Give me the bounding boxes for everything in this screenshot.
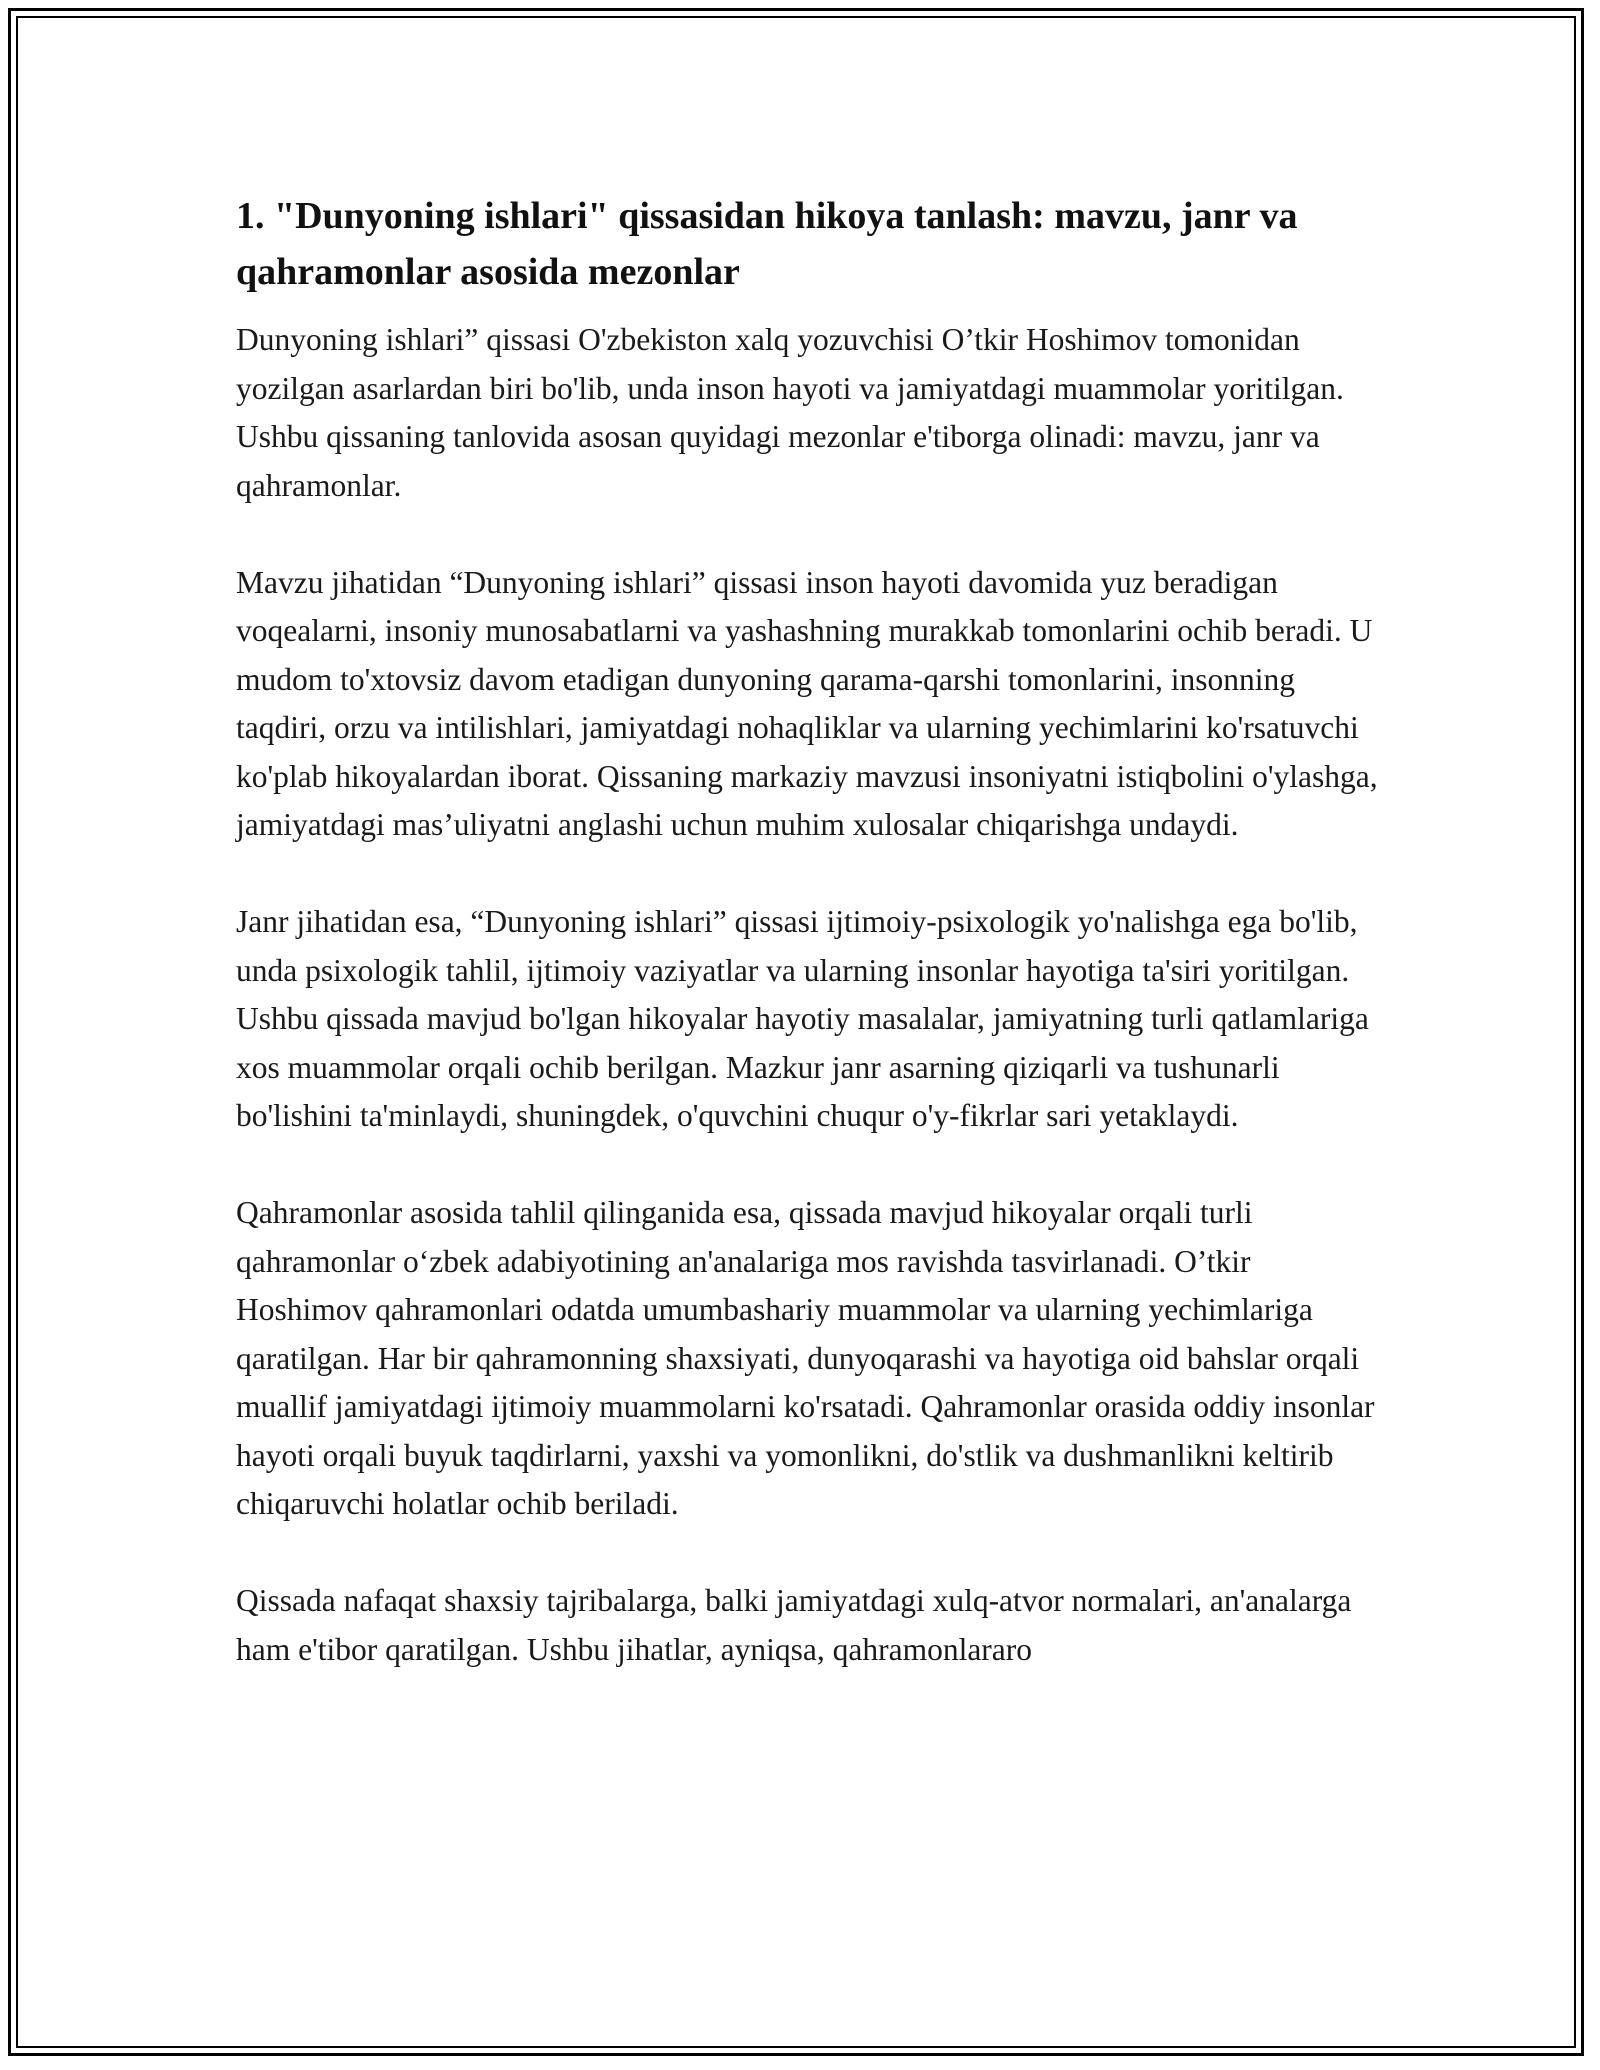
document-body — [236, 188, 1386, 1723]
paragraph-genre: Janr jihatidan esa, “Dunyoning ishlari” qissasi ijtimoiy-psixologik yo'nalishga ega bo'lib, unda psixologik tahlil, ijtimoiy vaziyatlar va ularning insonlar hayotiga ta'siri yoritilgan. Ushbu qissada mavjud bo'lgan hikoyalar hayotiy masalalar, jamiyatning turli qatlamlariga xos muammolar orqali ochib berilgan. Mazkur janr asarning qiziqarli va tushunarli bo'lishini ta'minlaydi, shuningdek, o'quvchini chuqur o'y-fikrlar sari yetaklaydi. — [236, 904, 1369, 1133]
paragraph-theme: Mavzu jihatidan “Dunyoning ishlari” qissasi inson hayoti davomida yuz beradigan voqealarni, insoniy munosabatlarni va yashashning murakkab tomonlarini ochib beradi. U mudom to'xtovsiz davom etadigan dunyoning qarama-qarshi tomonlarini, insonning taqdiri, orzu va intilishlari, jamiyatdagi nohaqliklar va ularning yechimlarini ko'rsatuvchi ko'plab hikoyalardan iborat. Qissaning markaziy mavzusi insoniyatni istiqbolini o'ylashga, jamiyatdagi mas’uliyatni anglashi uchun muhim xulosalar chiqarishga undaydi. — [236, 564, 1378, 842]
paragraph-norms: Qissada nafaqat shaxsiy tajribalarga, balki jamiyatdagi xulq-atvor normalari, an'analarga ham e'tibor qaratilgan. Ushbu jihatlar, ayniqsa, qahramonlararo — [236, 1583, 1352, 1667]
paragraph-intro: Dunyoning ishlari” qissasi O'zbekiston xalq yozuvchisi O’tkir Hoshimov tomonidan yozilgan asarlardan biri bo'lib, unda inson hayoti va jamiyatdagi muammolar yoritilgan. Ushbu qissaning tanlovida asosan quyidagi mezonlar e'tiborga olinadi: mavzu, janr va qahramonlar. — [236, 322, 1344, 503]
section-heading: 1. "Dunyoning ishlari" qissasidan hikoya tanlash: mavzu, janr va qahramonlar asosida mezonlar — [236, 195, 1298, 293]
paragraph-characters: Qahramonlar asosida tahlil qilinganida esa, qissada mavjud hikoyalar orqali turli qahramonlar o‘zbek adabiyotining an'analariga mos ravishda tasvirlanadi. O’tkir Hoshimov qahramonlari odatda umumbashariy muammolar va ularning yechimlariga qaratilgan. Har bir qahramonning shaxsiyati, dunyoqarashi va hayotiga oid bahslar orqali muallif jamiyatdagi ijtimoiy muammolarni ko'rsatadi. Qahramonlar orasida oddiy insonlar hayoti orqali buyuk taqdirlarni, yaxshi va yomonlikni, do'stlik va dushmanlikni keltirib chiqaruvchi holatlar ochib beriladi. — [236, 1195, 1375, 1521]
